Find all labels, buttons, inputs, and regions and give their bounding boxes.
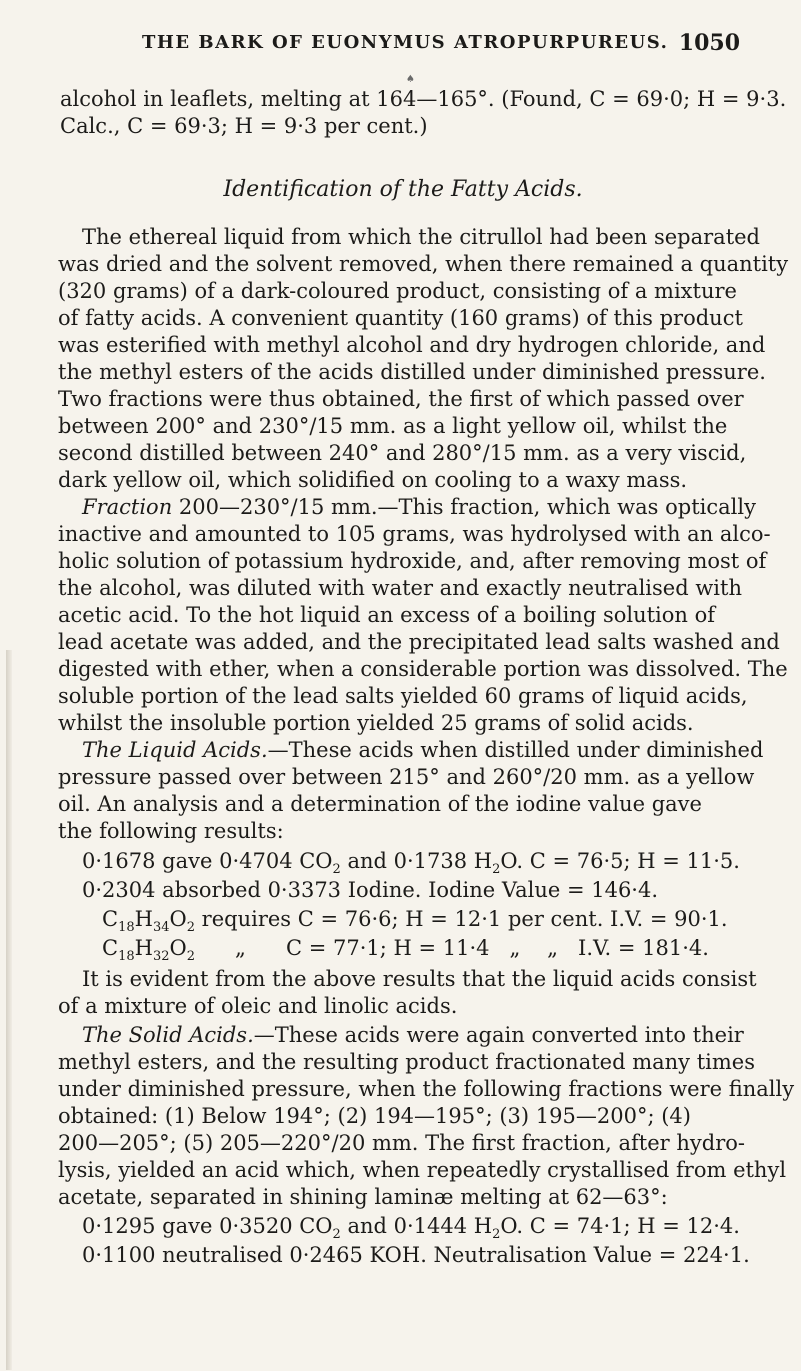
para2-line: inactive and amounted to 105 grams, was hydrolysed with an alco-: [58, 522, 771, 546]
print-mark-icon: ♠: [406, 74, 415, 85]
result-text: 0·1678 gave 0·4704 CO: [82, 849, 333, 873]
formula-text: C: [102, 936, 119, 960]
result-line: 0·2304 absorbed 0·3373 Iodine. Iodine Value = 146·4.: [82, 878, 659, 902]
para2-first-line: [82, 494, 756, 520]
result-text: and 0·1738 H: [340, 849, 493, 873]
para1-line: (320 grams) of a dark-coloured product, consisting of a mixture: [58, 279, 737, 303]
para3-line: oil. An analysis and a determination of the iodine value gave: [58, 792, 702, 816]
para3-first-rest: —These acids when distilled under diminished: [267, 738, 764, 762]
subscript: 2: [492, 862, 501, 877]
subscript: 2: [332, 862, 341, 877]
subscript: 18: [118, 920, 135, 935]
para5-line: methyl esters, and the resulting product fractionated many times: [58, 1050, 755, 1074]
para4-line: of a mixture of oleic and linolic acids.: [58, 994, 458, 1018]
para5-line: lysis, yielded an acid which, when repeatedly crystallised from ethyl: [58, 1158, 787, 1182]
para1-line: of fatty acids. A convenient quantity (160 grams) of this product: [58, 306, 743, 330]
result-text: and 0·1444 H: [340, 1214, 493, 1238]
para2-line: holic solution of potassium hydroxide, and, after removing most of: [58, 549, 767, 573]
fraction-lead: Fraction: [82, 495, 173, 519]
para5-first-rest: —These acids were again converted into their: [253, 1023, 744, 1047]
para2-line: acetic acid. To the hot liquid an excess of a boiling solution of: [58, 603, 716, 627]
formula-text: H: [134, 936, 153, 960]
para5-line: acetate, separated in shining laminæ melting at 62—63°:: [58, 1185, 668, 1209]
para5-line: obtained: (1) Below 194°; (2) 194—195°; (3) 195—200°; (4): [58, 1104, 691, 1128]
para4-line: It is evident from the above results that the liquid acids consist: [82, 967, 757, 991]
para2-line: soluble portion of the lead salts yielded 60 grams of liquid acids,: [58, 684, 748, 708]
para1-line: the methyl esters of the acids distilled under diminished pressure.: [58, 360, 766, 384]
solid-acids-lead: The Solid Acids.: [82, 1023, 254, 1047]
para1-line: dark yellow oil, which solidified on cooling to a waxy mass.: [58, 468, 688, 492]
formula-line: [102, 906, 728, 936]
section-heading: Identification of the Fatty Acids.: [223, 177, 583, 202]
subscript: 2: [492, 1227, 501, 1242]
page-number: 1050: [678, 30, 740, 56]
para1-line: was dried and the solvent removed, when there remained a quantity: [58, 252, 789, 276]
result-text: O. C = 76·5; H = 11·5.: [500, 849, 740, 873]
subscript: 32: [152, 949, 170, 964]
formula-text: H: [134, 907, 153, 931]
formula-text: O: [169, 907, 187, 931]
para5-first-line: [82, 1022, 744, 1048]
subscript: 18: [118, 949, 135, 964]
para2-line: digested with ether, when a considerable portion was dissolved. The: [58, 657, 788, 681]
subscript: 2: [332, 1227, 341, 1242]
result-line: [82, 848, 740, 878]
intro-line-2: Calc., C = 69·3; H = 9·3 per cent.): [60, 114, 428, 138]
result-text: O. C = 74·1; H = 12·4.: [500, 1214, 740, 1238]
formula-line: [102, 935, 709, 965]
para1-line: second distilled between 240° and 280°/15 mm. as a very viscid,: [58, 441, 747, 465]
para1-line: between 200° and 230°/15 mm. as a light yellow oil, whilst the: [58, 414, 728, 438]
para1-line: Two fractions were thus obtained, the first of which passed over: [58, 387, 744, 411]
running-header: [90, 30, 740, 64]
subscript: 34: [152, 920, 170, 935]
subscript: 2: [186, 920, 195, 935]
formula-text: C: [102, 907, 119, 931]
subscript: 2: [186, 949, 195, 964]
binding-shadow: [6, 650, 12, 1370]
formula-text: „ C = 77·1; H = 11·4 „ „ I.V. = 181·4.: [195, 936, 709, 960]
para5-line: 200—205°; (5) 205—220°/20 mm. The first fraction, after hydro-: [58, 1131, 745, 1155]
result-line: [82, 1213, 740, 1243]
result-line: 0·1100 neutralised 0·2465 KOH. Neutralisation Value = 224·1.: [82, 1243, 750, 1267]
para2-line: whilst the insoluble portion yielded 25 grams of solid acids.: [58, 711, 694, 735]
para3-line: the following results:: [58, 819, 284, 843]
para2-first-rest: 200—230°/15 mm.—This fraction, which was optically: [172, 495, 756, 519]
liquid-acids-lead: The Liquid Acids.: [82, 738, 268, 762]
para3-first-line: [82, 737, 763, 763]
para1-line: was esterified with methyl alcohol and dry hydrogen chloride, and: [58, 333, 766, 357]
running-title: THE BARK OF EUONYMUS ATROPURPUREUS.: [142, 32, 669, 53]
para5-line: under diminished pressure, when the following fractions were finally: [58, 1077, 795, 1101]
result-text: 0·1295 gave 0·3520 CO: [82, 1214, 333, 1238]
intro-line-1: alcohol in leaflets, melting at 164—165°. (Found, C = 69·0; H = 9·3.: [60, 87, 787, 111]
formula-text: requires C = 76·6; H = 12·1 per cent. I.V. = 90·1.: [195, 907, 728, 931]
para1-line: The ethereal liquid from which the citrullol had been separated: [82, 225, 760, 249]
para2-line: lead acetate was added, and the precipitated lead salts washed and: [58, 630, 780, 654]
para2-line: the alcohol, was diluted with water and exactly neutralised with: [58, 576, 742, 600]
para3-line: pressure passed over between 215° and 260°/20 mm. as a yellow: [58, 765, 755, 789]
formula-text: O: [169, 936, 187, 960]
